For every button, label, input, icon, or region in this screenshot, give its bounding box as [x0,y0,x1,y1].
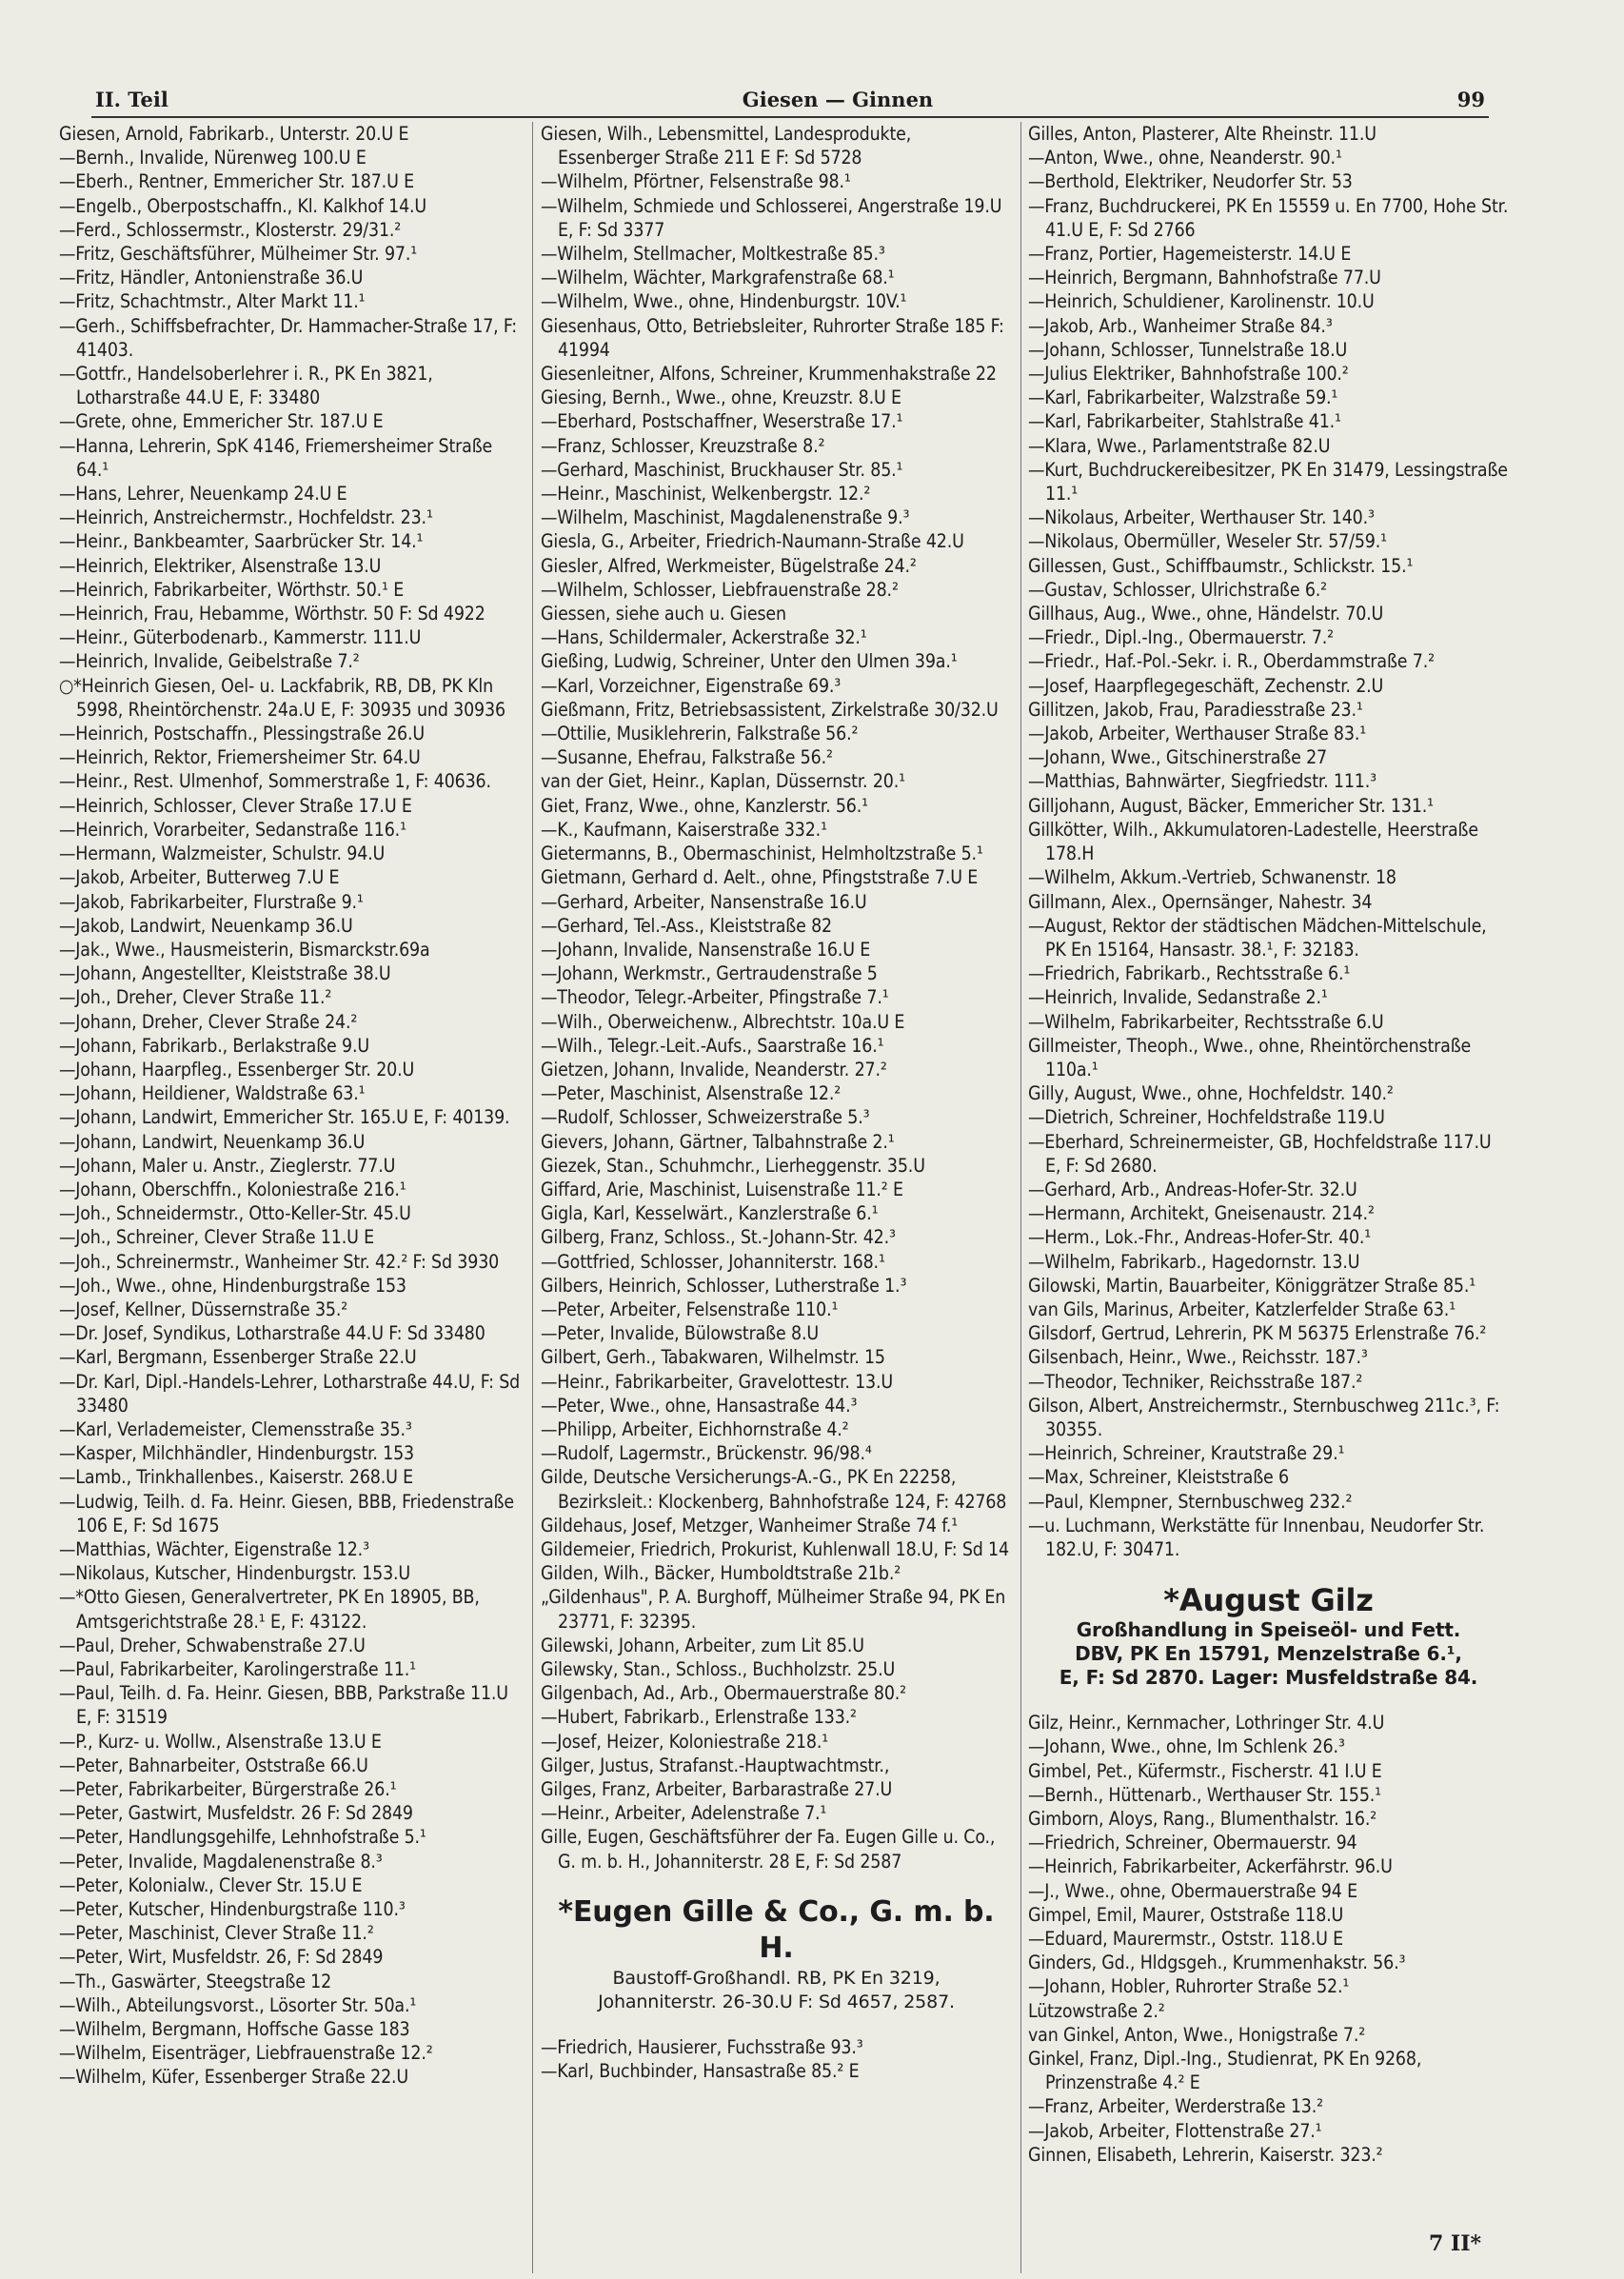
directory-entry: Gille, Eugen, Geschäftsführer der Fa. Eugen Gille u. Co., G. m. b. H., Johanniterstr. 28 E, F: Sd 2587 [541,1826,996,1873]
directory-entry: —Wilhelm, Pförtner, Felsenstraße 98.¹ [541,170,851,193]
directory-entry: —Heinrich, Invalide, Sedanstraße 2.¹ [1028,986,1328,1009]
directory-entry: —Wilhelm, Wächter, Markgrafenstraße 68.¹ [541,267,895,289]
column-3 [1028,122,1509,2167]
directory-entry: —Peter, Kutscher, Hindenburgstraße 110.³ [59,1898,406,1921]
directory-entry: —Franz, Buchdruckerei, PK En 15559 u. En 7700, Hohe Str. 41.U E, F: Sd 2766 [1028,194,1509,241]
directory-entry: Giffard, Arie, Maschinist, Luisenstraße 11.² E [541,1178,903,1200]
directory-entry: —Wilhelm, Eisenträger, Liebfrauenstraße 12.² [59,2042,433,2065]
directory-entry: —Rudolf, Schlosser, Schweizerstraße 5.³ [541,1106,870,1129]
directory-entry: —Max, Schreiner, Kleiststraße 6 [1028,1466,1289,1489]
directory-entry: —Johann, Landwirt, Neuenkamp 36.U [59,1130,366,1153]
directory-entry: —Heinrich, Invalide, Geibelstraße 7.² [59,650,360,673]
column-divider [1020,122,1021,2273]
directory-entry: —Bernh., Hüttenarb., Werthauser Str. 155.¹ [1028,1783,1382,1806]
directory-entry: Gilljohann, August, Bäcker, Emmericher Str. 131.¹ [1028,794,1434,817]
directory-entry: —Wilhelm, Schmiede und Schlosserei, Angerstraße 19.U E, F: Sd 3377 [541,194,1002,241]
directory-entry: Gimborn, Aloys, Rang., Blumenthalstr. 16.² [1028,1808,1377,1830]
ad-line: Baustoff-Großhandl. RB, PK En 3219, [612,1967,941,1989]
directory-entry: van Ginkel, Anton, Wwe., Honigstraße 7.² [1028,2023,1366,2046]
directory-entry: ○*Heinrich Giesen, Oel- u. Lackfabrik, RB, DB, PK Kln 5998, Rheintörchenstr. 24a.U E, F: 30935 und 30936 [59,674,505,721]
entry-list [1028,1711,1509,2167]
directory-entry: —Anton, Wwe., ohne, Neanderstr. 90.¹ [1028,147,1342,169]
directory-entry: Gillessen, Gust., Schiffbaumstr., Schlickstr. 15.¹ [1028,554,1414,577]
directory-entry: Ginkel, Franz, Dipl.-Ing., Studienrat, PK En 9268, Prinzenstraße 4.² E [1028,2048,1422,2094]
advertisement-august-gilz [1034,1582,1503,1690]
directory-entry: —Hans, Lehrer, Neuenkamp 24.U E [59,483,347,505]
directory-entry: —Josef, Haarpflegegeschäft, Zechenstr. 2.U [1028,674,1384,697]
directory-entry: —Hubert, Fabrikarb., Erlenstraße 133.² [541,1706,857,1729]
directory-entry: —Peter, Gastwirt, Musfeldstr. 26 F: Sd 2849 [59,1802,413,1825]
directory-entry: —Heinrich, Anstreichermstr., Hochfeldstr. 23.¹ [59,506,433,529]
directory-entry: Gillmann, Alex., Opernsänger, Nahestr. 34 [1028,890,1373,913]
directory-entry: —Friedrich, Schreiner, Obermauerstr. 94 [1028,1832,1357,1854]
directory-entry: —Peter, Wirt, Musfeldstr. 26, F: Sd 2849 [59,1946,384,1969]
directory-entry: —Johann, Schlosser, Tunnelstraße 18.U [1028,338,1348,361]
directory-entry: —Franz, Portier, Hagemeisterstr. 14.U E [1028,243,1352,266]
directory-entry: Gillmeister, Theoph., Wwe., ohne, Rheintörchenstraße 110a.¹ [1028,1034,1472,1080]
directory-entry: —Hermann, Architekt, Gneisenaustr. 214.² [1028,1202,1375,1225]
directory-entry: —Paul, Klempner, Sternbuschweg 232.² [1028,1490,1353,1513]
directory-entry: —Josef, Heizer, Koloniestraße 218.¹ [541,1730,829,1753]
directory-entry: —Peter, Bahnarbeiter, Oststraße 66.U [59,1754,368,1776]
directory-entry: —Wilh., Telegr.-Leit.-Aufs., Saarstraße 16.¹ [541,1034,884,1057]
directory-entry: —Eberh., Rentner, Emmericher Str. 187.U E [59,170,414,193]
directory-entry: —Matthias, Bahnwärter, Siegfriedstr. 111.³ [1028,770,1376,793]
directory-entry: —Eberhard, Schreinermeister, GB, Hochfeldstraße 117.U E, F: Sd 2680. [1028,1130,1492,1177]
directory-entry: —Heinrich, Schlosser, Clever Straße 17.U E [59,794,412,817]
directory-entry: Giet, Franz, Wwe., ohne, Kanzlerstr. 56.¹ [541,794,868,817]
directory-entry: Gilewsky, Stan., Schloss., Buchholzstr. 25.U [541,1658,896,1680]
directory-entry: —Eberhard, Postschaffner, Weserstraße 17.¹ [541,410,903,433]
directory-entry: van Gils, Marinus, Arbeiter, Katzlerfelder Straße 63.¹ [1028,1298,1456,1320]
directory-entry: Gilberg, Franz, Schloss., St.-Johann-Str. 42.³ [541,1226,896,1249]
directory-entry: —Julius Elektriker, Bahnhofstraße 100.² [1028,363,1349,386]
section-label: II. Teil [95,88,168,111]
directory-entry: —Nikolaus, Kutscher, Hindenburgstr. 153.U [59,1562,411,1585]
directory-entry: —Jakob, Fabrikarbeiter, Flurstraße 9.¹ [59,890,364,913]
directory-entry: —Johann, Wwe., ohne, Im Schlenk 26.³ [1028,1735,1345,1758]
directory-entry: Gildehaus, Josef, Metzger, Wanheimer Straße 74 f.¹ [541,1514,959,1536]
directory-entry: Giessen, siehe auch u. Giesen [541,603,786,625]
directory-entry: —Nikolaus, Arbeiter, Werthauser Str. 140.³ [1028,506,1375,529]
directory-entry: —Karl, Fabrikarbeiter, Walzstraße 59.¹ [1028,386,1338,409]
name-range: Giesen — Ginnen [742,88,934,111]
directory-entry: —Lamb., Trinkhallenbes., Kaiserstr. 268.U E [59,1466,414,1489]
page-header [95,88,1485,120]
directory-entry: Giesler, Alfred, Werkmeister, Bügelstraße 24.² [541,554,917,577]
column-2 [541,122,1012,2083]
directory-entry: —Wilhelm, Wwe., ohne, Hindenburgstr. 10V.¹ [541,290,907,313]
directory-entry: —Paul, Fabrikarbeiter, Karolingerstraße 11.¹ [59,1658,417,1680]
directory-entry: Lützowstraße 2.² [1028,1999,1165,2022]
directory-entry: Gilges, Franz, Arbeiter, Barbarastraße 27.U [541,1778,893,1801]
directory-entry: Gietmann, Gerhard d. Aelt., ohne, Pfingststraße 7.U E [541,866,979,889]
directory-entry: —Heinr., Bankbeamter, Saarbrücker Str. 14.¹ [59,530,424,553]
directory-entry: —Heinrich, Rektor, Friemersheimer Str. 64.U [59,746,421,769]
directory-entry: —Paul, Teilh. d. Fa. Heinr. Giesen, BBB, Parkstraße 11.U E, F: 31519 [59,1682,508,1729]
directory-entry: —Bernh., Invalide, Nürenweg 100.U E [59,147,366,169]
header-rule [91,116,1489,118]
directory-entry: Giesenleitner, Alfons, Schreiner, Krummenhakstraße 22 [541,363,997,386]
ad-company-name: *Eugen Gille & Co., G. m. b. H. [558,1894,995,1965]
directory-entry: —Dr. Karl, Dipl.-Handels-Lehrer, Lotharstraße 44.U, F: Sd 33480 [59,1370,521,1417]
directory-entry: —Karl, Vorzeichner, Eigenstraße 69.³ [541,674,842,697]
directory-entry: —Gerh., Schiffsbefrachter, Dr. Hammacher-Straße 17, F: 41403. [59,314,518,361]
directory-entry: —Theodor, Telegr.-Arbeiter, Pfingstraße 7.¹ [541,986,889,1009]
directory-entry: —Joh., Schreinermstr., Wanheimer Str. 42.² F: Sd 3930 [59,1250,500,1273]
directory-entry: —Gerhard, Maschinist, Bruckhauser Str. 85.¹ [541,458,903,481]
directory-entry: Gilger, Justus, Strafanst.-Hauptwachtmstr., [541,1754,890,1776]
directory-entry: —Wilhelm, Küfer, Essenberger Straße 22.U [59,2066,409,2089]
directory-entry: Gillhaus, Aug., Wwe., ohne, Händelstr. 70.U [1028,603,1384,625]
column-divider [532,122,533,2273]
directory-entry: —Peter, Invalide, Bülowstraße 8.U [541,1322,819,1345]
directory-entry: —Berthold, Elektriker, Neudorfer Str. 53 [1028,170,1353,193]
directory-entry: —Jakob, Arbeiter, Flottenstraße 27.¹ [1028,2119,1322,2142]
directory-entry: —Johann, Haarpfleg., Essenberger Str. 20.U [59,1058,415,1080]
directory-entry: —Jak., Wwe., Hausmeisterin, Bismarckstr.69a [59,938,430,961]
directory-entry: —Klara, Wwe., Parlamentstraße 82.U [1028,434,1331,457]
directory-entry: —Heinr., Güterbodenarb., Kammerstr. 111.U [59,626,422,649]
directory-entry: —Herm., Lok.-Fhr., Andreas-Hofer-Str. 40.¹ [1028,1226,1372,1249]
directory-entry: —Franz, Arbeiter, Werderstraße 13.² [1028,2095,1323,2118]
directory-entry: —Friedr., Haf.-Pol.-Sekr. i. R., Oberdammstraße 7.² [1028,650,1435,673]
directory-entry: —Heinrich, Postschaffn., Plessingstraße 26.U [59,723,425,745]
directory-entry: Giesenhaus, Otto, Betriebsleiter, Ruhrorter Straße 185 F: 41994 [541,314,1004,361]
directory-entry: —Dietrich, Schreiner, Hochfeldstraße 119.U [1028,1106,1385,1129]
directory-entry: —Joh., Schneidermstr., Otto-Keller-Str. 45.U [59,1202,411,1225]
directory-entry: —Th., Gaswärter, Steegstraße 12 [59,1970,332,1992]
ad-line: DBV, PK En 15791, Menzelstraße 6.¹, [1075,1642,1462,1666]
directory-entry: —Wilhelm, Fabrikarbeiter, Rechtsstraße 6.U [1028,1010,1384,1033]
directory-entry: Gilbert, Gerh., Tabakwaren, Wilhelmstr. 15 [541,1346,885,1369]
directory-entry: —Peter, Kolonialw., Clever Str. 15.U E [59,1873,363,1896]
directory-entry: —Hans, Schildermaler, Ackerstraße 32.¹ [541,626,867,649]
directory-entry: Gillitzen, Jakob, Frau, Paradiesstraße 23.¹ [1028,698,1363,721]
directory-entry: —Gustav, Schlosser, Ulrichstraße 6.² [1028,578,1328,601]
directory-entry: Gietzen, Johann, Invalide, Neanderstr. 27.² [541,1058,887,1080]
directory-entry: —Wilhelm, Maschinist, Magdalenenstraße 9.³ [541,506,910,529]
directory-entry: —Dr. Josef, Syndikus, Lotharstraße 44.U F: Sd 33480 [59,1322,485,1345]
directory-entry: —Wilhelm, Fabrikarb., Hagedornstr. 13.U [1028,1250,1360,1273]
directory-entry: —Gerhard, Arb., Andreas-Hofer-Str. 32.U [1028,1178,1357,1200]
advertisement-eugen-gille [546,1894,1006,2014]
directory-entry: —Peter, Fabrikarbeiter, Bürgerstraße 26.¹ [59,1778,397,1801]
directory-entry: —Ottilie, Musiklehrerin, Falkstraße 56.² [541,723,859,745]
directory-entry: —Friedrich, Fabrikarb., Rechtsstraße 6.¹ [1028,962,1351,985]
entry-list [541,122,1012,1873]
ad-line: Großhandlung in Speiseöl- und Fett. [1076,1618,1461,1642]
directory-entry: —K., Kaufmann, Kaiserstraße 332.¹ [541,818,827,841]
directory-entry: —Heinrich, Vorarbeiter, Sedanstraße 116.¹ [59,818,406,841]
directory-entry: Gigla, Karl, Kesselwärt., Kanzlerstraße 6.¹ [541,1202,879,1225]
directory-entry: —Wilh., Abteilungsvorst., Lösorter Str. 50a.¹ [59,1993,417,2016]
entry-list [541,2035,1012,2083]
directory-entry: Giesen, Wilh., Lebensmittel, Landesprodukte, Essenberger Straße 211 E F: Sd 5728 [541,123,912,169]
directory-entry: Gimpel, Emil, Maurer, Oststraße 118.U [1028,1903,1344,1926]
directory-entry: Gilde, Deutsche Versicherungs-A.-G., PK En 22258, Bezirksleit.: Klockenberg, Bahnhofstraße 124, F: 42768 [541,1466,1007,1513]
directory-entry: —Rudolf, Lagermstr., Brückenstr. 96/98.⁴ [541,1442,872,1465]
directory-entry: Gießing, Ludwig, Schreiner, Unter den Ulmen 39a.¹ [541,650,958,673]
directory-entry: —Heinr., Arbeiter, Adelenstraße 7.¹ [541,1802,827,1825]
directory-entry: —Hermann, Walzmeister, Schulstr. 94.U [59,842,386,865]
directory-entry: —Josef, Kellner, Düssernstraße 35.² [59,1298,348,1320]
directory-entry: —Engelb., Oberpostschaffn., Kl. Kalkhof 14.U [59,194,427,217]
directory-entry: —Wilhelm, Akkum.-Vertrieb, Schwanenstr. 18 [1028,866,1396,889]
directory-entry: —Matthias, Wächter, Eigenstraße 12.³ [59,1537,369,1560]
directory-entry: Gietermanns, B., Obermaschinist, Helmholtzstraße 5.¹ [541,842,983,865]
directory-entry: Gilsdorf, Gertrud, Lehrerin, PK M 56375 Erlenstraße 76.² [1028,1322,1487,1345]
directory-entry: Gilewski, Johann, Arbeiter, zum Lit 85.U [541,1634,864,1656]
directory-entry: —August, Rektor der städtischen Mädchen-Mittelschule, PK En 15164, Hansastr. 38.¹, F: 32183. [1028,914,1487,961]
directory-entry: —Gottfr., Handelsoberlehrer i. R., PK En 3821, Lotharstraße 44.U E, F: 33480 [59,363,433,409]
directory-entry: —Heinrich, Fabrikarbeiter, Ackerfährstr. 96.U [1028,1855,1393,1878]
directory-entry: —Peter, Arbeiter, Felsenstraße 110.¹ [541,1298,839,1320]
directory-entry: —Kasper, Milchhändler, Hindenburgstr. 153 [59,1442,414,1465]
directory-entry: —Nikolaus, Obermüller, Weseler Str. 57/59.¹ [1028,530,1387,553]
directory-entry: —Fritz, Schachtmstr., Alter Markt 11.¹ [59,290,366,313]
directory-entry: —Friedrich, Hausierer, Fuchsstraße 93.³ [541,2035,863,2058]
directory-entry: —Grete, ohne, Emmericher Str. 187.U E [59,410,384,433]
directory-entry: —Jakob, Arbeiter, Butterweg 7.U E [59,866,340,889]
directory-entry: —Johann, Landwirt, Emmericher Str. 165.U E, F: 40139. [59,1106,510,1129]
directory-entry: —Susanne, Ehefrau, Falkstraße 56.² [541,746,833,769]
directory-entry: Ginders, Gd., Hldgsgeh., Krummenhakstr. 56.³ [1028,1952,1406,1974]
directory-entry: —Karl, Buchbinder, Hansastraße 85.² E [541,2060,860,2083]
directory-entry: —Wilhelm, Stellmacher, Moltkestraße 85.³ [541,243,885,266]
directory-entry: Gilz, Heinr., Kernmacher, Lothringer Str. 4.U [1028,1712,1385,1734]
directory-entry: —Gerhard, Arbeiter, Nansenstraße 16.U [541,890,867,913]
directory-entry: —Theodor, Techniker, Reichsstraße 187.² [1028,1370,1363,1393]
column-1 [59,122,525,2090]
directory-entry: —Peter, Wwe., ohne, Hansastraße 44.³ [541,1394,858,1417]
directory-entry: —Johann, Heildiener, Waldstraße 63.¹ [59,1082,366,1105]
directory-entry: —Johann, Oberschffn., Koloniestraße 216.¹ [59,1178,406,1200]
directory-entry: Giesing, Bernh., Wwe., ohne, Kreuzstr. 8.U E [541,386,901,409]
directory-entry: Gilsenbach, Heinr., Wwe., Reichsstr. 187.³ [1028,1346,1368,1369]
directory-entry: —Wilhelm, Schlosser, Liebfrauenstraße 28.² [541,578,899,601]
directory-entry: —Peter, Invalide, Magdalenenstraße 8.³ [59,1850,383,1873]
directory-entry: —Fritz, Geschäftsführer, Mülheimer Str. 97.¹ [59,243,418,266]
directory-entry: —Wilhelm, Bergmann, Hoffsche Gasse 183 [59,2018,410,2041]
directory-entry: Gilbers, Heinrich, Schlosser, Lutherstraße 1.³ [541,1274,907,1297]
directory-entry: Gilden, Wilh., Bäcker, Humboldtstraße 21b.² [541,1562,901,1585]
directory-entry: —Karl, Fabrikarbeiter, Stahlstraße 41.¹ [1028,410,1341,433]
directory-entry: —P., Kurz- u. Wollw., Alsenstraße 13.U E [59,1730,382,1753]
directory-entry: —*Otto Giesen, Generalvertreter, PK En 18905, BB, Amtsgerichtstraße 28.¹ E, F: 43122. [59,1586,480,1633]
directory-entry: Giesla, G., Arbeiter, Friedrich-Naumann-Straße 42.U [541,530,964,553]
directory-entry: —Franz, Schlosser, Kreuzstraße 8.² [541,434,825,457]
directory-entry: van der Giet, Heinr., Kaplan, Düssernstr. 20.¹ [541,770,905,793]
directory-entry: —Ludwig, Teilh. d. Fa. Heinr. Giesen, BBB, Friedenstraße 106 E, F: Sd 1675 [59,1490,514,1536]
directory-entry: —Johann, Werkmstr., Gertraudenstraße 5 [541,962,878,985]
directory-entry: —Heinrich, Fabrikarbeiter, Wörthstr. 50.¹ E [59,578,405,601]
directory-entry: —Karl, Verlademeister, Clemensstraße 35.³ [59,1417,412,1440]
directory-entry: Giesen, Arnold, Fabrikarb., Unterstr. 20.U E [59,123,409,145]
directory-entry: Gilles, Anton, Plasterer, Alte Rheinstr. 11.U [1028,123,1376,145]
directory-entry: —Joh., Wwe., ohne, Hindenburgstraße 153 [59,1274,406,1297]
directory-entry: —Peter, Handlungsgehilfe, Lehnhofstraße 5.¹ [59,1826,426,1849]
directory-entry: —Heinrich, Frau, Hebamme, Wörthstr. 50 F: Sd 4922 [59,603,485,625]
directory-entry: —Peter, Maschinist, Clever Straße 11.² [59,1922,374,1945]
directory-entry: —Kurt, Buchdruckereibesitzer, PK En 31479, Lessingstraße 11.¹ [1028,458,1508,505]
directory-entry: —Johann, Dreher, Clever Straße 24.² [59,1010,358,1033]
directory-entry: —Jakob, Landwirt, Neuenkamp 36.U [59,914,353,937]
directory-entry: —Wilh., Oberweichenw., Albrechtstr. 10a.U E [541,1010,905,1033]
directory-entry: Gilly, August, Wwe., ohne, Hochfeldstr. 140.² [1028,1082,1394,1105]
directory-entry: —Gottfried, Schlosser, Johanniterstr. 168.¹ [541,1250,885,1273]
directory-entry: —Joh., Dreher, Clever Straße 11.² [59,986,332,1009]
directory-entry: —Friedr., Dipl.-Ing., Obermauerstr. 7.² [1028,626,1335,649]
directory-entry: —Fritz, Händler, Antonienstraße 36.U [59,267,364,289]
directory-entry: —Johann, Wwe., Gitschinerstraße 27 [1028,746,1327,769]
directory-entry: —Heinrich, Elektriker, Alsenstraße 13.U [59,554,382,577]
directory-entry: Gießmann, Fritz, Betriebsassistent, Zirkelstraße 30/32.U [541,698,999,721]
directory-entry: Gilgenbach, Ad., Arb., Obermauerstraße 80.² [541,1682,906,1705]
directory-entry: Gievers, Johann, Gärtner, Talbahnstraße 2.¹ [541,1130,895,1153]
entry-list [59,122,525,2090]
directory-entry: —Hanna, Lehrerin, SpK 4146, Friemersheimer Straße 64.¹ [59,434,493,481]
directory-entry: —Ferd., Schlossermstr., Klosterstr. 29/31.² [59,218,402,241]
directory-entry: —Heinr., Rest. Ulmenhof, Sommerstraße 1, F: 40636. [59,770,491,793]
directory-entry: —Johann, Angestellter, Kleiststraße 38.U [59,962,391,985]
directory-entry: Gilowski, Martin, Bauarbeiter, Königgrätzer Straße 85.¹ [1028,1274,1476,1297]
directory-entry: —Johann, Fabrikarb., Berlakstraße 9.U [59,1034,369,1057]
directory-entry: Ginnen, Elisabeth, Lehrerin, Kaiserstr. 323.² [1028,2143,1383,2166]
directory-entry: —Johann, Maler u. Anstr., Zieglerstr. 77.U [59,1154,396,1177]
directory-entry: —Heinr., Fabrikarbeiter, Gravelottestr. 13.U [541,1370,894,1393]
ad-line: E, F: Sd 2870. Lager: Musfeldstraße 84. [1059,1666,1478,1690]
directory-entry: —Heinrich, Schuldiener, Karolinenstr. 10.U [1028,290,1375,313]
directory-entry: —Joh., Schreiner, Clever Straße 11.U E [59,1226,374,1249]
directory-entry: —Gerhard, Tel.-Ass., Kleiststraße 82 [541,914,832,937]
directory-entry: Gillkötter, Wilh., Akkumulatoren-Ladestelle, Heerstraße 178.H [1028,818,1478,865]
directory-entry: Giezek, Stan., Schuhmchr., Lierheggenstr. 35.U [541,1154,925,1177]
directory-entry: —Johann, Hobler, Ruhrorter Straße 52.¹ [1028,1975,1350,1998]
signature-mark: 7 II* [1428,2231,1481,2256]
directory-entry: —Jakob, Arb., Wanheimer Straße 84.³ [1028,314,1333,337]
directory-entry: —u. Luchmann, Werkstätte für Innenbau, Neudorfer Str. 182.U, F: 30471. [1028,1514,1485,1560]
directory-entry: Gildemeier, Friedrich, Prokurist, Kuhlenwall 18.U, F: Sd 14 [541,1537,1009,1560]
ad-line: Johanniterstr. 26-30.U F: Sd 4657, 2587. [598,1991,955,2012]
directory-entry: —Johann, Invalide, Nansenstraße 16.U E [541,938,871,961]
ad-company-name: *August Gilz [1163,1582,1374,1619]
directory-entry: —Eduard, Maurermstr., Oststr. 118.U E [1028,1928,1343,1951]
directory-entry: Gilson, Albert, Anstreichermstr., Sternbuschweg 211c.³, F: 30355. [1028,1394,1500,1440]
directory-entry: —Heinrich, Bergmann, Bahnhofstraße 77.U [1028,267,1381,289]
directory-entry: —Heinrich, Schreiner, Krautstraße 29.¹ [1028,1442,1345,1465]
directory-entry: —Paul, Dreher, Schwabenstraße 27.U [59,1634,366,1656]
directory-entry: —Heinr., Maschinist, Welkenbergstr. 12.² [541,483,871,505]
directory-entry: —Peter, Maschinist, Alsenstraße 12.² [541,1082,842,1105]
directory-entry: —Philipp, Arbeiter, Eichhornstraße 4.² [541,1417,849,1440]
directory-entry: Gimbel, Pet., Küfermstr., Fischerstr. 41 I.U E [1028,1759,1382,1782]
entry-list [1028,122,1509,1561]
directory-entry: —Karl, Bergmann, Essenberger Straße 22.U [59,1346,417,1369]
page-number: 99 [1456,88,1485,111]
directory-entry: —Jakob, Arbeiter, Werthauser Straße 83.¹ [1028,723,1367,745]
directory-entry: „Gildenhaus", P. A. Burghoff, Mülheimer Straße 94, PK En 23771, F: 32395. [541,1586,1006,1633]
directory-entry: —J., Wwe., ohne, Obermauerstraße 94 E [1028,1879,1357,1902]
